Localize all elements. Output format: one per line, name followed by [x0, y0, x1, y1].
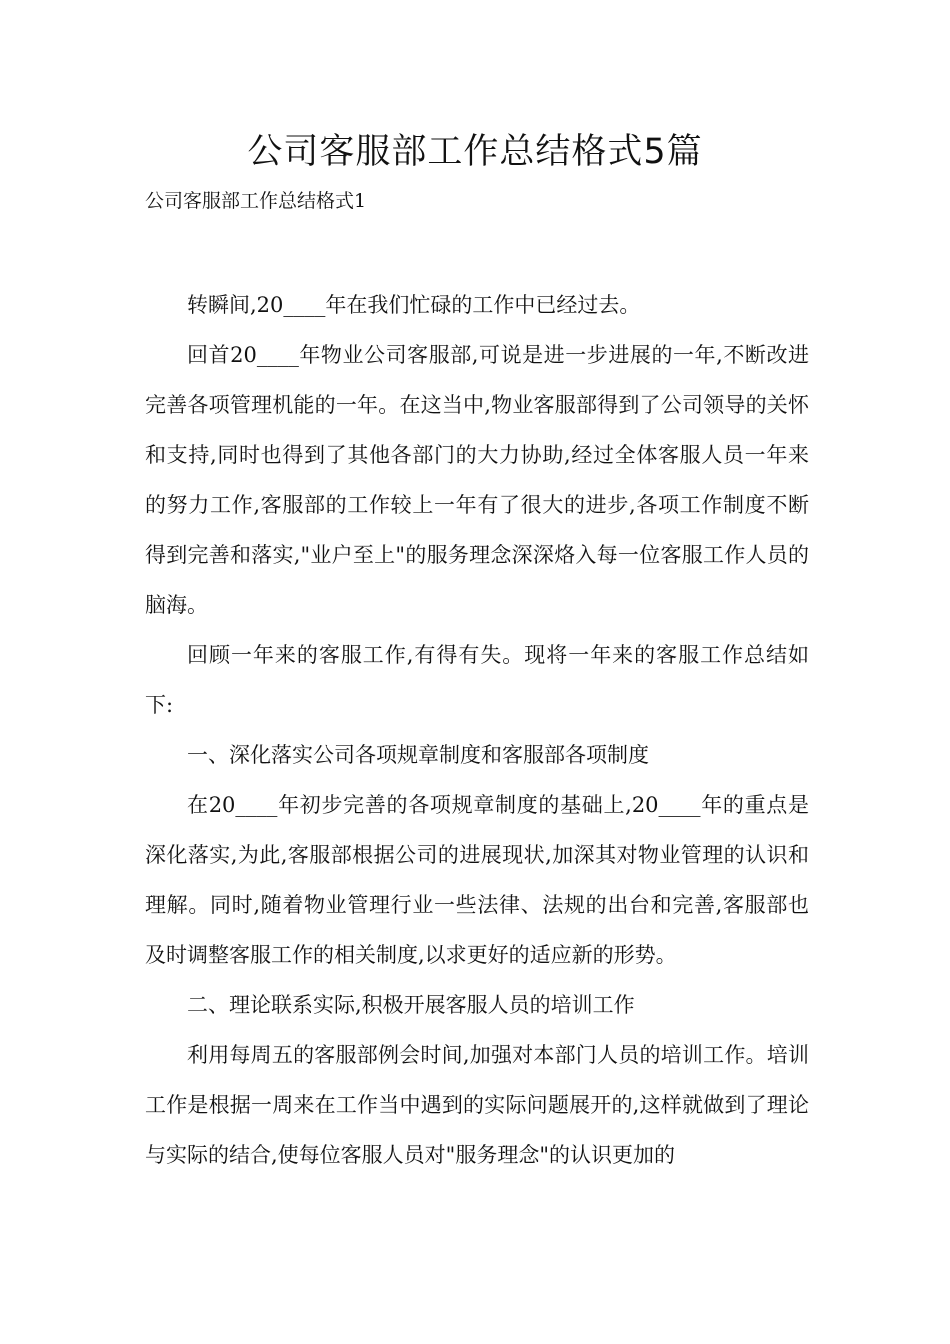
- section-heading-1: 一、深化落实公司各项规章制度和客服部各项制度: [187, 743, 649, 767]
- paragraph-section-2: 利用每周五的客服部例会时间,加强对本部门人员的培训工作。培训工作是根据一周来在工作当中遇到的实际问题展开的,这样就做到了理论与实际的结合,使每位客服人员对"服务理念"的认识更加的: [145, 1043, 809, 1167]
- paragraph-section-1: 在20____年初步完善的各项规章制度的基础上,20____年的重点是深化落实,为此,客服部根据公司的进展现状,加深其对物业管理的认识和理解。同时,随着物业管理行业一些法律、法规的出台和完善,客服部也及时调整客服工作的相关制度,以求更好的适应新的形势。: [145, 793, 809, 967]
- document-subtitle: 公司客服部工作总结格式1: [145, 190, 367, 212]
- paragraph-summary-lead: 回顾一年来的客服工作,有得有失。现将一年来的客服工作总结如下:: [145, 643, 809, 717]
- document-body: [145, 280, 809, 1180]
- section-heading-2: 二、理论联系实际,积极开展客服人员的培训工作: [187, 993, 635, 1017]
- paragraph-review: 回首20____年物业公司客服部,可说是进一步进展的一年,不断改进完善各项管理机能的一年。在这当中,物业客服部得到了公司领导的关怀和支持,同时也得到了其他各部门的大力协助,经过全体客服人员一年来的努力工作,客服部的工作较上一年有了很大的进步,各项工作制度不断得到完善和落实,"业户至上"的服务理念深深烙入每一位客服工作人员的脑海。: [145, 343, 809, 617]
- document-title: 公司客服部工作总结格式5篇: [247, 132, 703, 172]
- paragraph-intro: 转瞬间,20____年在我们忙碌的工作中已经过去。: [187, 293, 641, 317]
